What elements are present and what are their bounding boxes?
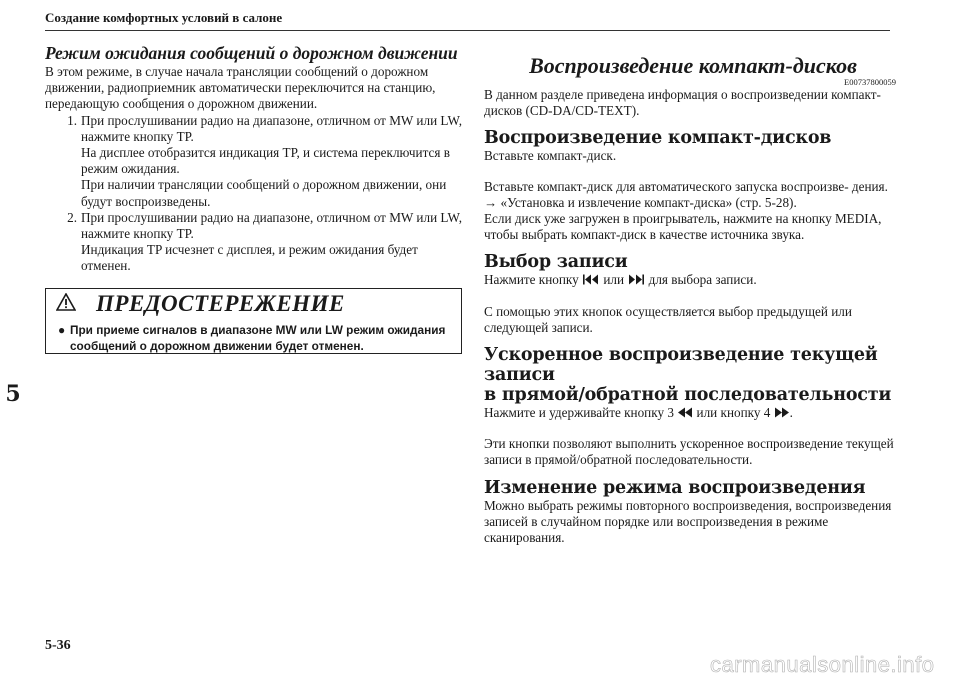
rewind-icon bbox=[677, 406, 693, 422]
section-heading-track-select: Выбор записи bbox=[484, 252, 628, 273]
section-heading-fast-play-2: в прямой/обратной последовательности bbox=[484, 385, 892, 406]
step-item bbox=[45, 113, 463, 210]
section-heading-cd-playback: Воспроизведение компакт-дисков bbox=[484, 128, 832, 149]
section-heading-play-mode: Изменение режима воспроизведения bbox=[484, 477, 866, 498]
fast-play-pre: Нажмите и удерживайте кнопку 3 bbox=[484, 405, 674, 421]
step-number: 1. bbox=[67, 112, 77, 128]
warning-header bbox=[56, 291, 448, 316]
cd-intro: В данном разделе приведена информация о воспроизведении компакт-дисков (CD-DA/CD-TEXT). bbox=[484, 87, 881, 119]
section-heading-traffic-standby: Режим ожидания сообщений о дорожном движении bbox=[45, 43, 458, 63]
traffic-intro: В этом режиме, в случае начала трансляции сообщений о дорожном движении, радиоприемник автоматически переключится на станцию, передающую сообщения о дорожном движении. bbox=[45, 64, 436, 112]
right-column bbox=[484, 53, 896, 546]
running-header: Создание комфортных условий в салоне bbox=[45, 10, 283, 25]
cd-media-text: Если диск уже загружен в проигрыватель, нажмите на кнопку MEDIA, чтобы выбрать компакт-диск в качестве источника звука. bbox=[484, 211, 882, 243]
track-select-mid: или bbox=[603, 272, 625, 288]
page-number: 5-36 bbox=[45, 638, 71, 653]
warning-bullet bbox=[58, 322, 453, 354]
section-code: E00737800059 bbox=[844, 77, 896, 87]
section-heading-fast-play-1: Ускоренное воспроизведение текущей записи bbox=[484, 345, 878, 386]
warning-text: При приеме сигналов в диапазоне MW или LW режим ожидания сообщений о дорожном движении будет отменен. bbox=[70, 323, 446, 353]
warning-triangle-icon bbox=[56, 293, 76, 316]
skip-forward-icon bbox=[627, 273, 645, 289]
step-text bbox=[81, 210, 463, 275]
step-item bbox=[45, 210, 463, 275]
spacer bbox=[484, 422, 896, 436]
spacer bbox=[484, 243, 896, 252]
step-line: При прослушивании радио на диапазоне, отличном от MW или LW, нажмите кнопку TP. bbox=[81, 112, 463, 144]
warning-body bbox=[58, 322, 453, 354]
spacer bbox=[484, 469, 896, 478]
header-rule bbox=[45, 30, 890, 31]
fast-play-desc: Эти кнопки позволяют выполнить ускоренное воспроизведение текущей записи в прямой/обратной последовательности. bbox=[484, 436, 894, 468]
cd-auto-play-text: Вставьте компакт-диск для автоматического запуска воспроизве- дения. → «Установка и извлечение компакт-диска» (стр. 5-28). bbox=[484, 178, 888, 210]
watermark: carmanualsonline.info bbox=[710, 652, 935, 677]
fast-forward-icon bbox=[774, 406, 790, 422]
spacer bbox=[484, 119, 896, 128]
step-number: 2. bbox=[67, 209, 77, 225]
fast-play-text bbox=[484, 405, 896, 422]
step-line: При прослушивании радио на диапазоне, отличном от MW или LW, нажмите кнопку TP. bbox=[81, 209, 463, 242]
cd-insert-text: Вставьте компакт-диск. bbox=[484, 148, 617, 164]
chapter-tab: 5 bbox=[0, 371, 26, 416]
fast-play-post: . bbox=[789, 405, 793, 421]
track-select-desc: С помощью этих кнопок осуществляется выбор предыдущей или следующей записи. bbox=[484, 303, 852, 335]
fast-play-mid: или кнопку 4 bbox=[696, 405, 771, 421]
spacer bbox=[484, 290, 896, 304]
spacer bbox=[484, 165, 896, 179]
step-line: Индикация TP исчезнет с дисплея, и режим ожидания будет отменен. bbox=[81, 242, 418, 274]
page-title: Воспроизведение компакт-дисков bbox=[529, 53, 857, 78]
steps-list bbox=[45, 113, 463, 275]
play-mode-text: Можно выбрать режимы повторного воспроизведения, воспроизведения записей в случайном порядке или воспроизведения в режиме сканирования. bbox=[484, 497, 892, 546]
bullet-icon: ● bbox=[58, 323, 66, 337]
spacer bbox=[484, 336, 896, 345]
warning-title: ПРЕДОСТЕРЕЖЕНИЕ bbox=[96, 291, 345, 316]
warning-box bbox=[45, 288, 462, 354]
skip-back-icon bbox=[582, 273, 600, 289]
step-line: При наличии трансляции сообщений о дорожном движении, они будут воспроизведены. bbox=[81, 177, 447, 209]
step-line: На дисплее отобразится индикация TP, и система переключится в режим ожидания. bbox=[81, 145, 450, 177]
left-column bbox=[45, 42, 463, 275]
track-select-post: для выбора записи. bbox=[648, 272, 757, 288]
step-text bbox=[81, 113, 463, 210]
track-select-pre: Нажмите кнопку bbox=[484, 272, 579, 288]
track-select-text bbox=[484, 272, 896, 289]
